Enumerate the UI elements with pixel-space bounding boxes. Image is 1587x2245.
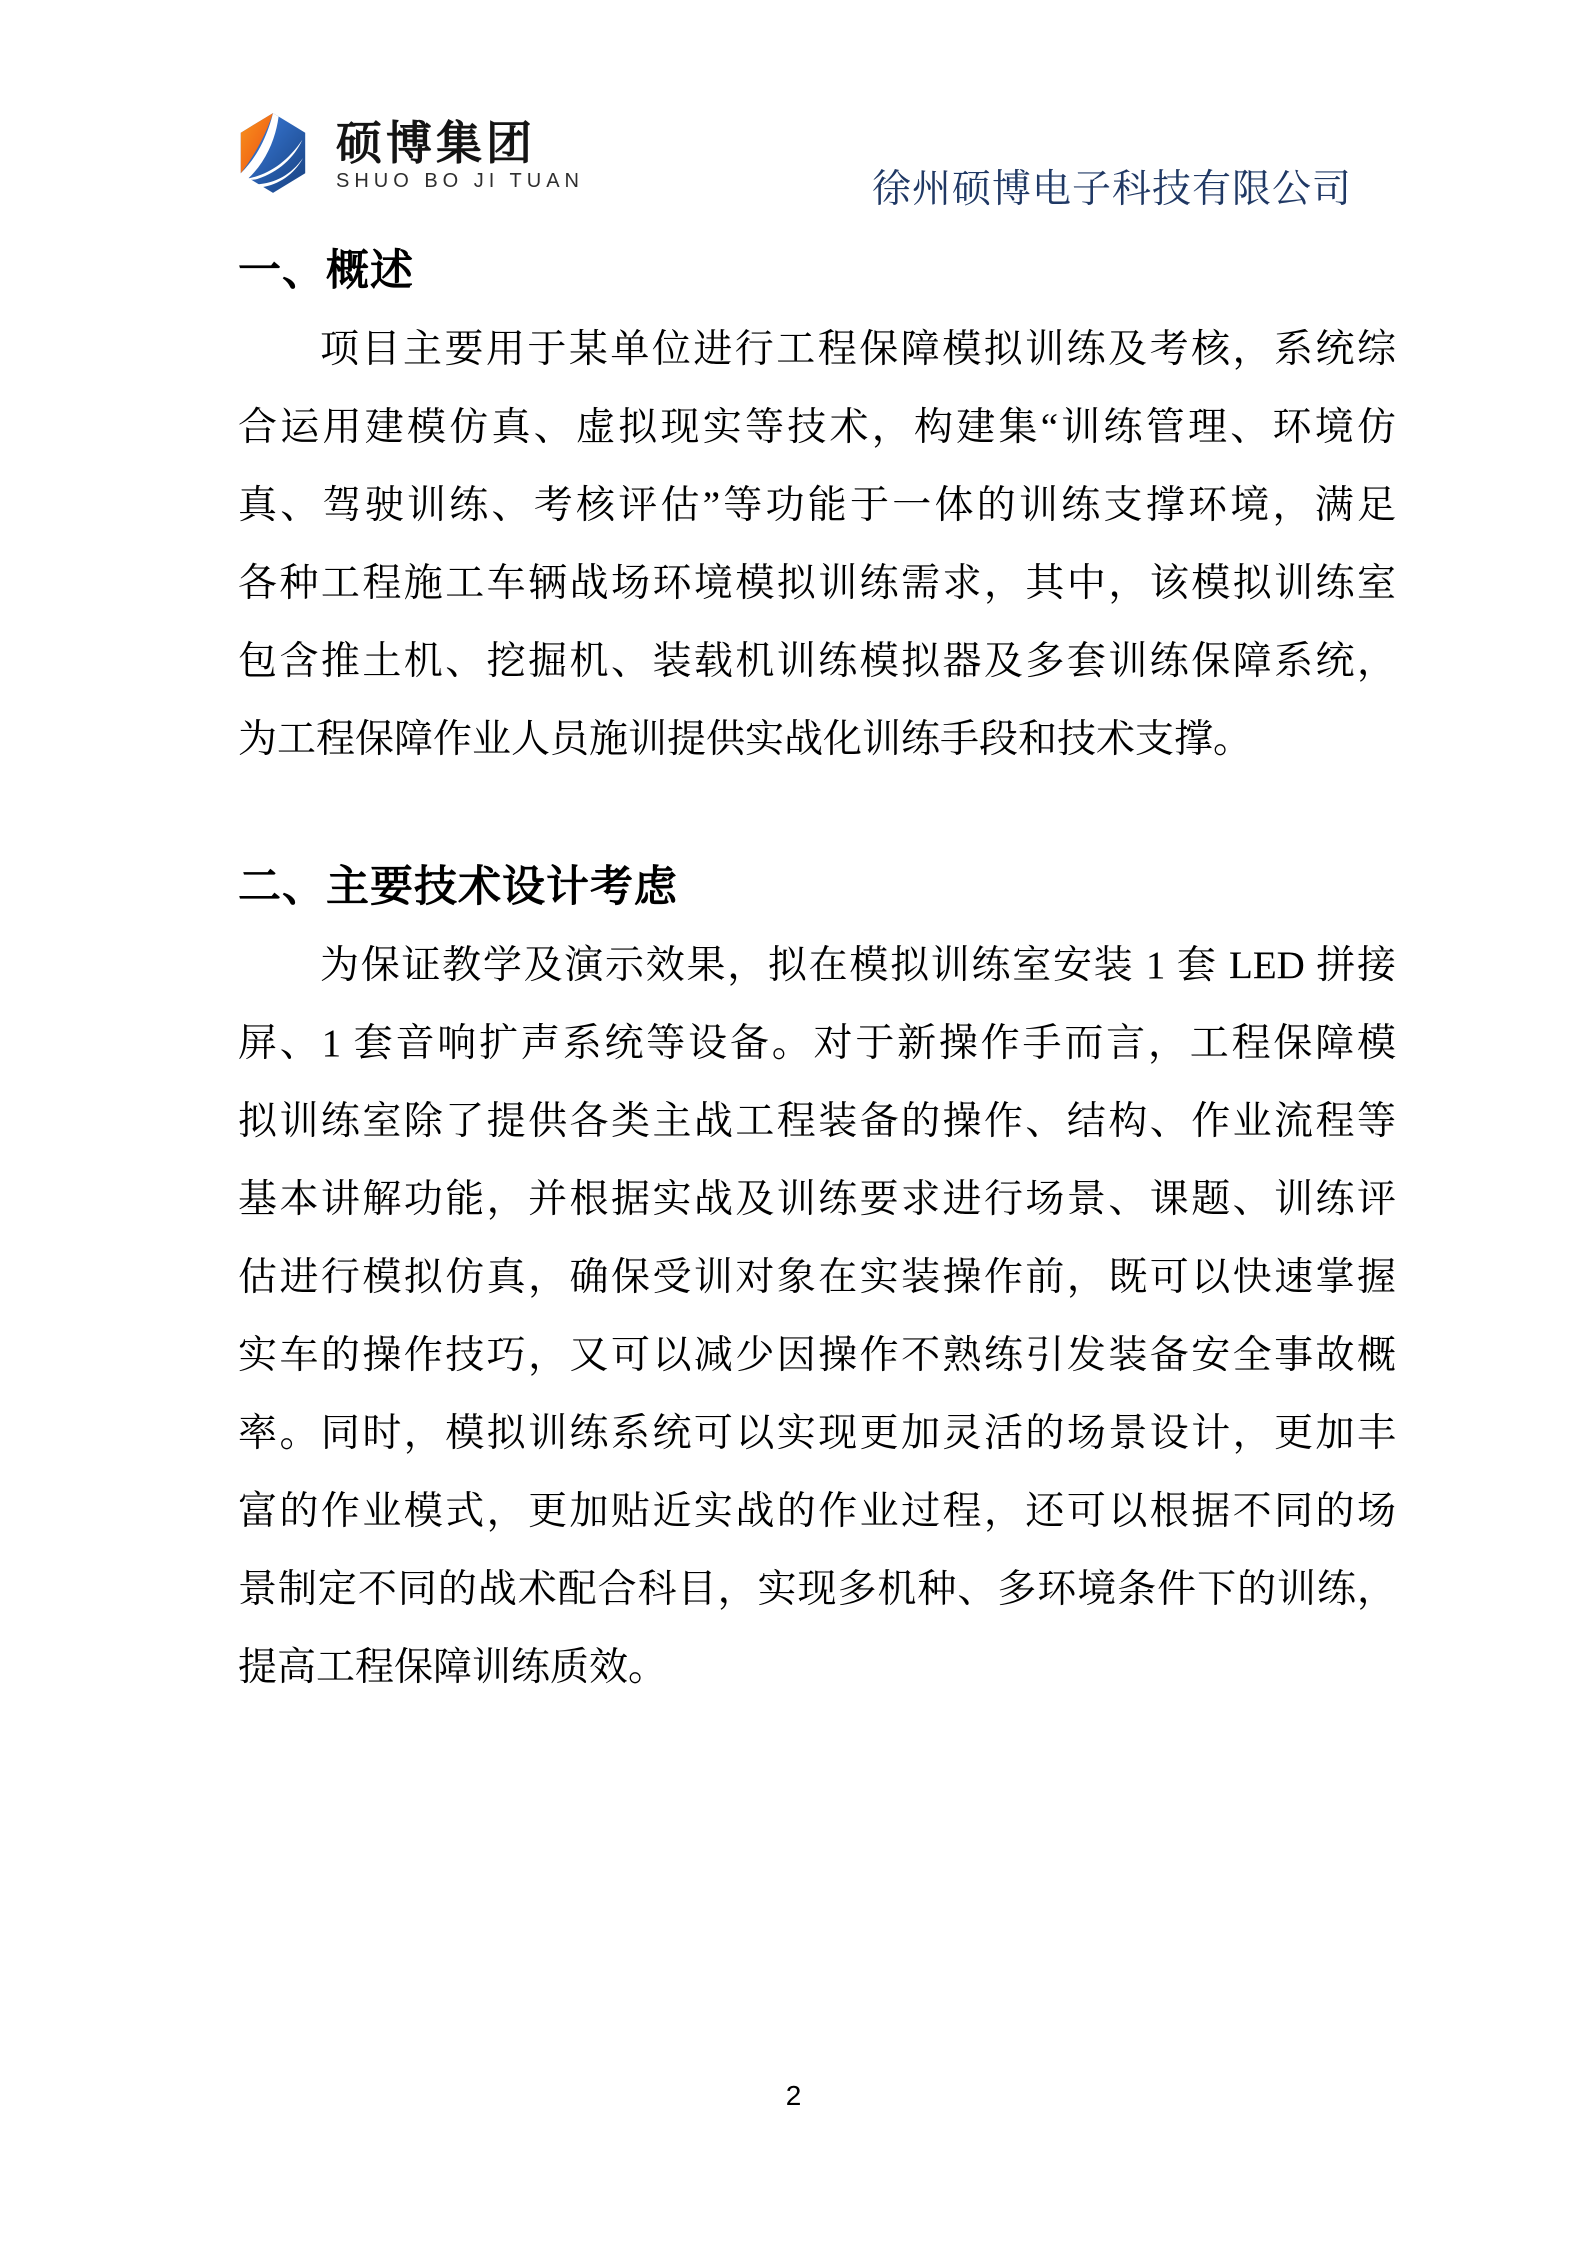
text-line: 项目主要用于某单位进行工程保障模拟训练及考核，系统综	[320, 328, 1396, 371]
section-heading-design: 二、主要技术设计考虑	[238, 864, 678, 911]
text-line: 屏、1 套音响扩声系统等设备。对于新操作手而言，工程保障模	[238, 1022, 1396, 1065]
text-line: 各种工程施工车辆战场环境模拟训练需求，其中，该模拟训练室	[238, 562, 1396, 605]
company-logo	[238, 111, 584, 195]
text-line: 景制定不同的战术配合科目，实现多机种、多环境条件下的训练，	[238, 1568, 1396, 1611]
text-line: 提高工程保障训练质效。	[238, 1646, 668, 1689]
paragraph-design	[238, 927, 1396, 1707]
page-number: 2	[785, 2080, 802, 2111]
text-line: 富的作业模式，更加贴近实战的作业过程，还可以根据不同的场	[238, 1490, 1396, 1533]
hexagon-swoosh-logo-icon	[238, 111, 308, 195]
paragraph-overview	[238, 311, 1396, 779]
section-heading-overview: 一、概述	[238, 248, 414, 295]
company-name: 徐州硕博电子科技有限公司	[872, 168, 1353, 211]
text-line: 估进行模拟仿真，确保受训对象在实装操作前，既可以快速掌握	[238, 1256, 1396, 1299]
logo-text	[336, 111, 584, 192]
logo-subtitle: SHUO BO JI TUAN	[336, 170, 584, 192]
text-line: 率。同时，模拟训练系统可以实现更加灵活的场景设计，更加丰	[238, 1412, 1396, 1455]
text-line: 合运用建模仿真、虚拟现实等技术，构建集“训练管理、环境仿	[238, 406, 1396, 449]
text-line: 实车的操作技巧，又可以减少因操作不熟练引发装备安全事故概	[238, 1334, 1396, 1377]
text-line: 基本讲解功能，并根据实战及训练要求进行场景、课题、训练评	[238, 1178, 1396, 1221]
document-body	[238, 247, 1396, 1707]
text-line: 真、驾驶训练、考核评估”等功能于一体的训练支撑环境，满足	[238, 484, 1396, 527]
text-line: 包含推土机、挖掘机、装载机训练模拟器及多套训练保障系统，	[238, 640, 1396, 683]
logo-name: 硕博集团	[336, 117, 536, 169]
text-line: 拟训练室除了提供各类主战工程装备的操作、结构、作业流程等	[238, 1100, 1396, 1143]
text-line: 为工程保障作业人员施训提供实战化训练手段和技术支撑。	[238, 718, 1253, 761]
text-line: 为保证教学及演示效果，拟在模拟训练室安装 1 套 LED 拼接	[320, 944, 1396, 987]
